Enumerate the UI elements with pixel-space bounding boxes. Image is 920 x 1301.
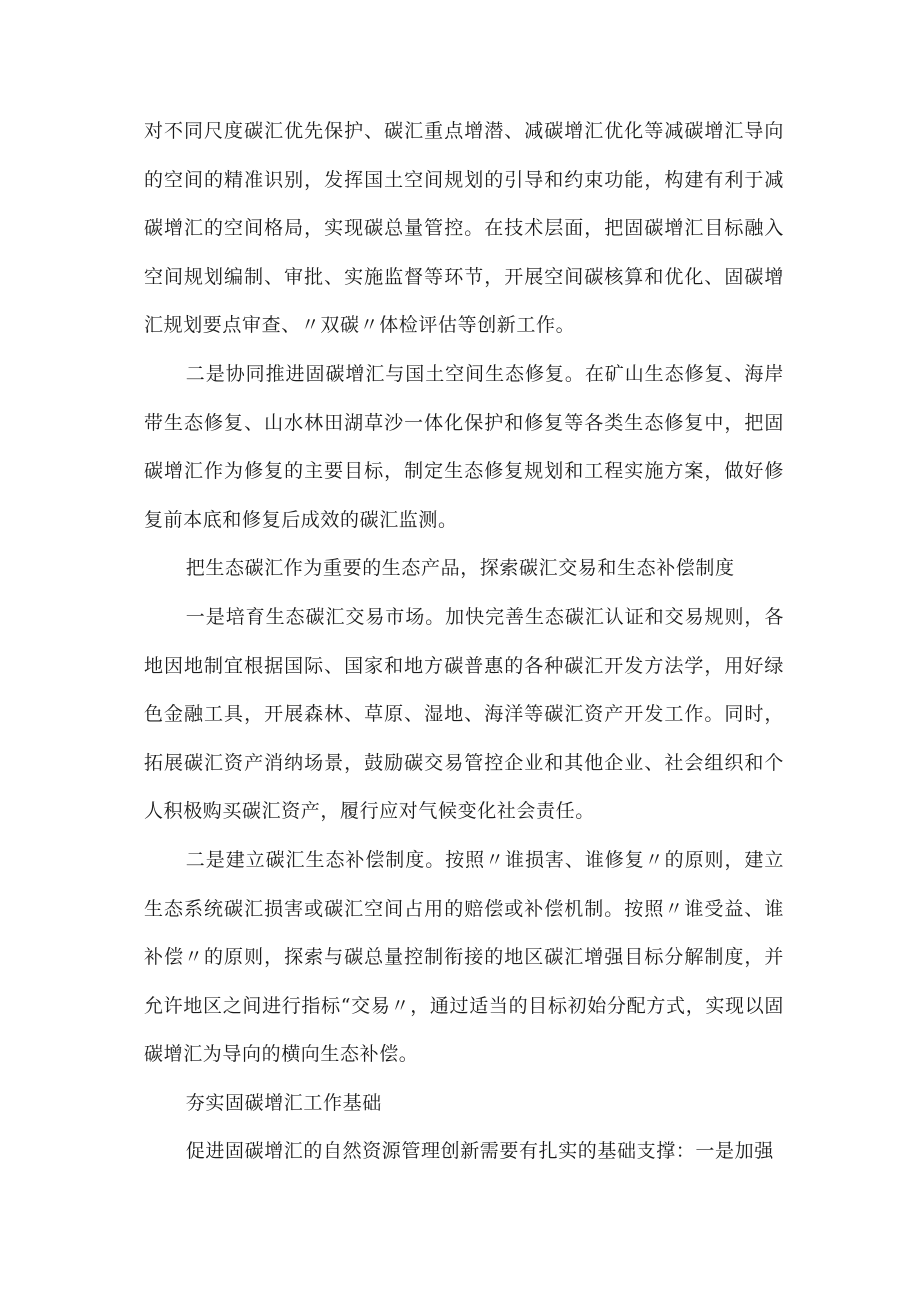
- paragraph-ecological-restoration: 二是协同推进固碳增汇与国土空间生态修复。在矿山生态修复、海岸带生态修复、山水林田湖草沙一体化保护和修复等各类生态修复中，把固碳增汇作为修复的主要目标，制定生态修复规划和工程实施方案，做好修复前本底和修复后成效的碳汇监测。: [144, 362, 784, 531]
- paragraph-continuation: 对不同尺度碳汇优先保护、碳汇重点增潜、减碳增汇优化等减碳增汇导向的空间的精准识别，发挥国土空间规划的引导和约束功能，构建有利于减碳增汇的空间格局，实现碳总量管控。在技术层面，把固碳增汇目标融入空间规划编制、审批、实施监督等环节，开展空间碳核算和优化、固碳增汇规划要点审查、〃双碳〃体检评估等创新工作。: [144, 120, 784, 337]
- section-heading-foundation: 夯实固碳增汇工作基础: [185, 1091, 382, 1114]
- paragraph-carbon-market: 一是培育生态碳汇交易市场。加快完善生态碳汇认证和交易规则，各地因地制宜根据国际、国家和地方碳普惠的各种碳汇开发方法学，用好绿色金融工具，开展森林、草原、湿地、海洋等碳汇资产开发工作。同时，拓展碳汇资产消纳场景，鼓励碳交易管控企业和其他企业、社会组织和个人积极购买碳汇资产，履行应对气候变化社会责任。: [144, 605, 784, 823]
- paragraph-carbon-compensation: 二是建立碳汇生态补偿制度。按照〃谁损害、谁修复〃的原则，建立生态系统碳汇损害或碳汇空间占用的赔偿或补偿机制。按照〃谁受益、谁补偿〃的原则，探索与碳总量控制衔接的地区碳汇增强目标分解制度，并允许地区之间进行指标“交易〃，通过适当的目标初始分配方式，实现以固碳增汇为导向的横向生态补偿。: [144, 848, 784, 1066]
- paragraph-foundation-support: 促进固碳增汇的自然资源管理创新需要有扎实的基础支撑：一是加强: [185, 1140, 774, 1163]
- section-heading-carbon-trading: 把生态碳汇作为重要的生态产品，探索碳汇交易和生态补偿制度: [185, 557, 735, 580]
- document-body: [144, 107, 784, 1176]
